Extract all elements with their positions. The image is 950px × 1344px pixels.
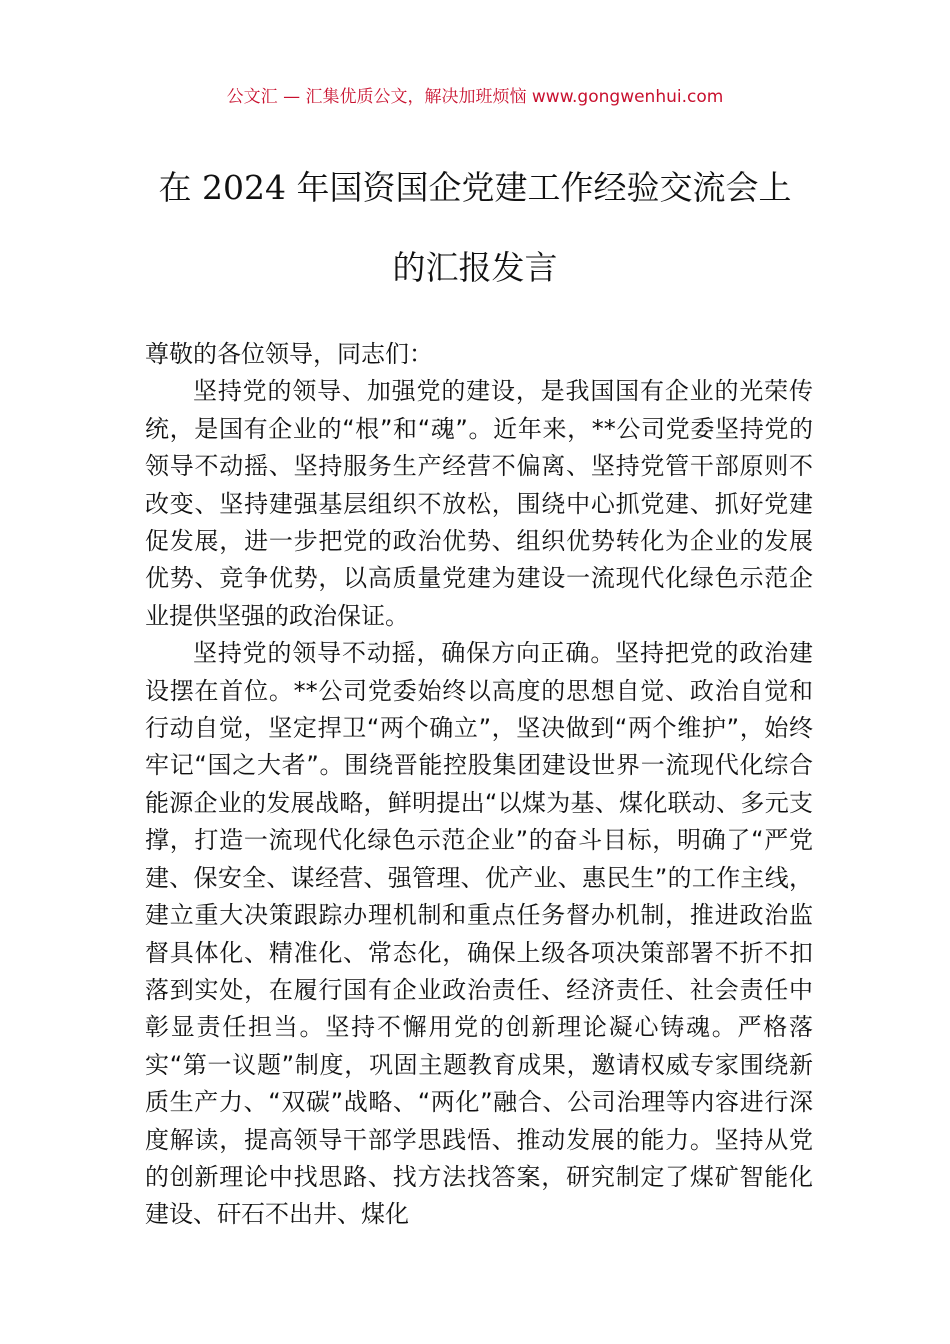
- salutation: 尊敬的各位领导，同志们：: [145, 340, 433, 368]
- title-line-2: 的汇报发言: [392, 248, 558, 287]
- paragraph-1: 坚持党的领导、加强党的建设，是我国国有企业的光荣传统，是国有企业的“根”和“魂”。近年来，**公司党委坚持党的领导不动摇、坚持服务生产经营不偏离、坚持党管干部原则不改变、坚持建强基层组织不放松，围绕中心抓党建、抓好党建促发展，进一步把党的政治优势、组织优势转化为企业的发展优势、竞争优势，以高质量党建为建设一流现代化绿色示范企业提供坚强的政治保证。: [145, 377, 813, 630]
- title-line-1: 在 2024 年国资国企党建工作经验交流会上: [158, 168, 792, 207]
- paragraph-2: 坚持党的领导不动摇，确保方向正确。坚持把党的政治建设摆在首位。**公司党委始终以高度的思想自觉、政治自觉和行动自觉，坚定捍卫“两个确立”，坚决做到“两个维护”，始终牢记“国之大者”。围绕晋能控股集团建设世界一流现代化综合能源企业的发展战略，鲜明提出“以煤为基、煤化联动、多元支撑，打造一流现代化绿色示范企业”的奋斗目标，明确了“严党建、保安全、谋经营、强管理、优产业、惠民生”的工作主线，建立重大决策跟踪办理机制和重点任务督办机制，推进政治监督具体化、精准化、常态化，确保上级各项决策部署不折不扣落到实处，在履行国有企业政治责任、经济责任、社会责任中彰显责任担当。坚持不懈用党的创新理论凝心铸魂。严格落实“第一议题”制度，巩固主题教育成果，邀请权威专家围绕新质生产力、“双碳”战略、“两化”融合、公司治理等内容进行深度解读，提高领导干部学思践悟、推动发展的能力。坚持从党的创新理论中找思路、找方法找答案，研究制定了煤矿智能化建设、矸石不出井、煤化: [145, 639, 813, 1229]
- document-title: [120, 148, 830, 308]
- document-body: [145, 336, 813, 1234]
- site-header-banner: 公文汇 — 汇集优质公文，解决加班烦恼 www.gongwenhui.com: [226, 87, 724, 107]
